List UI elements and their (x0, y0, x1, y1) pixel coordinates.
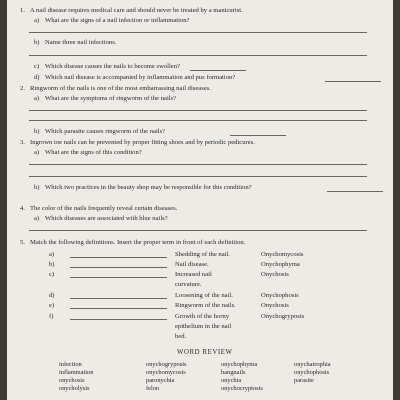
match-label: f) (49, 313, 54, 320)
match-label: d) (49, 292, 55, 299)
match-term: Onychosis (261, 271, 289, 278)
part-label: b) (34, 128, 40, 135)
word-review-term: onychophosis (294, 369, 330, 376)
part-question-text: Name three nail infections. (45, 39, 117, 46)
answer-line[interactable] (29, 230, 367, 231)
part-question-text: Which disease causes the nails to become swollen? (45, 63, 180, 70)
match-definition: Growth of the horny (175, 313, 230, 320)
match-definition: Ringworm of the nails. (175, 302, 236, 309)
match-label: c) (49, 271, 55, 278)
question-number: 5. (20, 239, 25, 246)
part-question-text: What are the signs of a nail infection or inflammation? (45, 17, 190, 24)
word-review-term: felon (146, 385, 160, 392)
match-answer-line[interactable] (70, 267, 167, 268)
word-review-term: parasite (294, 377, 314, 384)
word-review-term: paronychia (146, 377, 175, 384)
question-stem: A nail disease requires medical care and should never be treated by a manicurist. (30, 7, 243, 14)
part-label: d) (34, 74, 40, 81)
part-label: c) (34, 63, 40, 70)
question-stem: Match the following definitions. Insert the proper term in front of each definition. (30, 239, 246, 246)
word-review-term: inflammation (59, 369, 94, 376)
word-review-term: hangnails (221, 369, 246, 376)
match-term: Onychogryposis (261, 313, 305, 320)
match-definition: Loosening of the nail. (175, 292, 233, 299)
part-label: a) (34, 149, 40, 156)
match-definition: epithelium in the nail (175, 323, 232, 330)
worksheet-page (7, 0, 393, 400)
question-number: 3. (20, 139, 25, 146)
part-label: b) (34, 184, 40, 191)
match-term: Onychomycosis (261, 251, 304, 258)
match-definition: Increased nail (175, 271, 212, 278)
match-definition: curvature. (175, 281, 202, 288)
part-label: a) (34, 17, 40, 24)
question-stem: Ingrown toe nails can be prevented by proper fitting shoes and by periodic pedicures. (30, 139, 255, 146)
word-review-term: onychogryposis (146, 361, 187, 368)
match-answer-line[interactable] (70, 277, 167, 278)
match-term: Onychosis (261, 302, 289, 309)
answer-inline-line[interactable] (325, 81, 381, 82)
answer-line[interactable] (29, 55, 367, 56)
part-question-text: What are the symptoms of ringworm of the nails? (45, 95, 177, 102)
match-definition: bed. (175, 333, 187, 340)
match-term: Onychophyma (261, 261, 300, 268)
match-definition: Nail disease. (175, 261, 209, 268)
match-label: e) (49, 302, 55, 309)
word-review-term: onychophyma (221, 361, 258, 368)
part-question-text: Which two practices in the beauty shop may be responsible for this condition? (45, 184, 252, 191)
answer-inline-line[interactable] (327, 191, 383, 192)
match-answer-line[interactable] (70, 257, 167, 258)
match-answer-line[interactable] (70, 308, 167, 309)
part-question-text: Which parasite causes ringworm of the nails? (45, 128, 166, 135)
question-stem: Ringworm of the nails is one of the most embarrassing nail diseases. (30, 85, 211, 92)
question-stem: The color of the nails frequently reveal certain diseases. (30, 205, 178, 212)
question-number: 1. (20, 7, 25, 14)
part-label: a) (34, 215, 40, 222)
word-review-term: onychia (221, 377, 242, 384)
word-review-term: onychosis (59, 377, 85, 384)
word-review-term: onychocryptosis (221, 385, 263, 392)
question-number: 2. (20, 85, 25, 92)
word-review-heading: WORD REVIEW (177, 349, 233, 356)
question-number: 4. (20, 205, 25, 212)
match-answer-line[interactable] (70, 298, 167, 299)
match-answer-line[interactable] (70, 319, 167, 320)
word-review-term: onychomycosis (146, 369, 186, 376)
part-label: a) (34, 95, 40, 102)
answer-inline-line[interactable] (190, 70, 246, 71)
answer-line[interactable] (29, 176, 367, 177)
word-review-term: infection (59, 361, 82, 368)
word-review-term: onychatrophia (294, 361, 331, 368)
match-definition: Shedding of the nail. (175, 251, 230, 258)
match-label: b) (49, 261, 55, 268)
part-question-text: What are the signs of this condition? (45, 149, 142, 156)
part-question-text: Which nail disease is accompanied by inflammation and pus formation? (45, 74, 236, 81)
answer-line[interactable] (29, 164, 367, 165)
answer-line[interactable] (29, 110, 367, 111)
answer-inline-line[interactable] (230, 135, 286, 136)
answer-line[interactable] (29, 120, 367, 121)
part-question-text: Which diseases are associated with blue nails? (45, 215, 168, 222)
match-term: Onychophosis (261, 292, 299, 299)
answer-lines (7, 0, 393, 400)
word-review-term: onycholysis (59, 385, 90, 392)
part-label: b) (34, 39, 40, 46)
answer-line[interactable] (29, 32, 367, 33)
match-label: a) (49, 251, 55, 258)
